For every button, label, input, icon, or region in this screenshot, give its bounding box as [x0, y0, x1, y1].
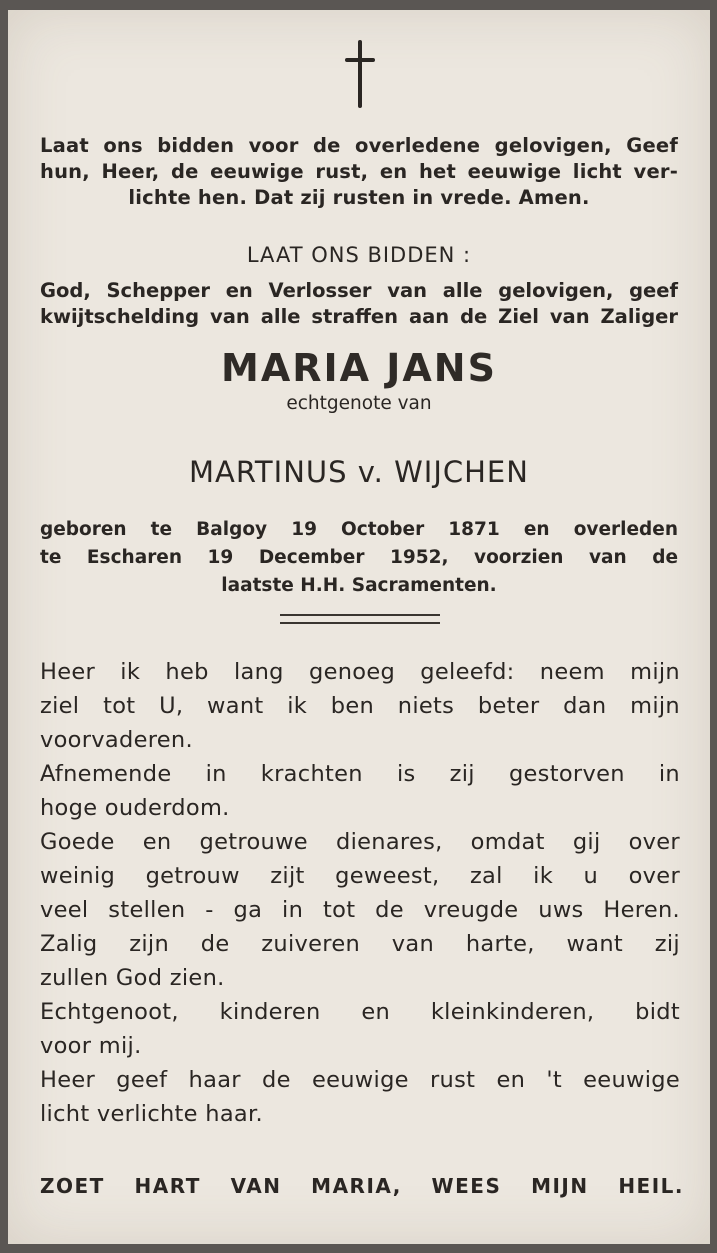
prayer-line: lichte hen. Dat zij rusten in vrede. Amen.	[128, 186, 590, 209]
deceased-name: MARIA JANS	[221, 346, 497, 390]
verse-line: hoge ouderdom.	[40, 795, 230, 821]
verse-line: Afnemende in krachten is zij gestorven in	[40, 761, 680, 787]
bidden-heading: LAAT ONS BIDDEN :	[246, 243, 472, 267]
verse-line: weinig getrouw zijt geweest, zal ik u over	[40, 863, 680, 889]
divider-line	[280, 614, 440, 616]
verse-line: zullen God zien.	[40, 965, 225, 991]
divider-line	[280, 622, 440, 624]
memorial-card	[8, 10, 710, 1244]
dates-line: geboren te Balgoy 19 October 1871 en overleden	[40, 519, 678, 540]
spouse-name: MARTINUS v. WIJCHEN	[189, 455, 529, 489]
verse-line: voor mij.	[40, 1033, 142, 1059]
closing-invocation	[8, 1170, 710, 1202]
verse-line: Goede en getrouwe dienares, omdat gij over	[40, 829, 680, 855]
verse-line: licht verlichte haar.	[40, 1101, 263, 1127]
verse-line: ziel tot U, want ik ben niets beter dan mijn	[40, 693, 680, 719]
closing-line: ZOET HART VAN MARIA, WEES MIJN HEIL.	[40, 1174, 684, 1198]
prayer-line: hun, Heer, de eeuwige rust, en het eeuwige licht ver-	[40, 160, 678, 183]
cross-icon	[345, 40, 375, 110]
opening-prayer	[8, 133, 710, 211]
verse-line: voorvaderen.	[40, 727, 193, 753]
verse-line: Zalig zijn de zuiveren van harte, want zij	[40, 931, 680, 957]
spouse-label: echtgenote van	[286, 393, 432, 414]
bidden-prayer	[8, 278, 710, 330]
verse-line: Echtgenoot, kinderen en kleinkinderen, bidt	[40, 999, 680, 1025]
life-dates	[8, 516, 710, 600]
verse-line: Heer geef haar de eeuwige rust en 't eeuwige	[40, 1067, 680, 1093]
verses	[8, 655, 710, 1131]
bidden-line: kwijtschelding van alle straffen aan de Ziel van Zaliger	[40, 305, 678, 328]
dates-line: te Escharen 19 December 1952, voorzien van de	[40, 547, 678, 568]
bidden-line: God, Schepper en Verlosser van alle gelovigen, geef	[40, 279, 678, 302]
verse-line: Heer ik heb lang genoeg geleefd: neem mijn	[40, 659, 680, 685]
dates-line: laatste H.H. Sacramenten.	[221, 575, 497, 596]
prayer-line: Laat ons bidden voor de overledene gelovigen, Geef	[40, 134, 678, 157]
verse-line: veel stellen - ga in tot de vreugde uws Heren.	[40, 897, 680, 923]
